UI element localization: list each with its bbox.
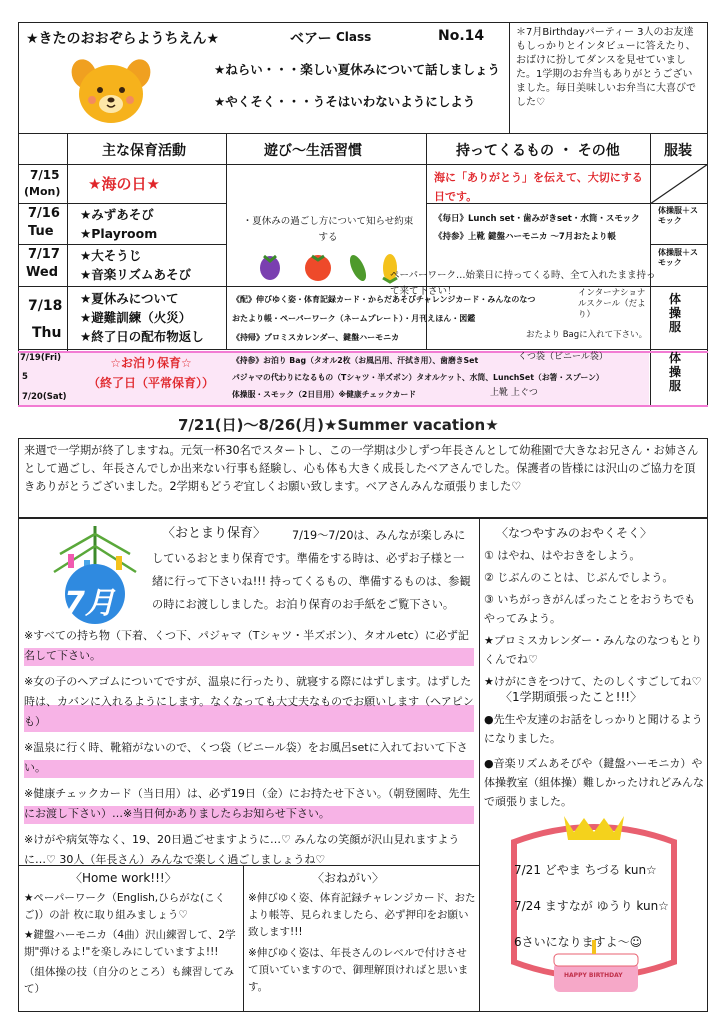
homework-item: （組体操の技（自分のところ）も練習してみて） <box>24 966 234 995</box>
onegai-list <box>248 890 476 996</box>
bear-face-icon <box>70 54 152 126</box>
homework-item: ★ペーパーワーク（English,ひらがな(こくご)）の計 枚に取り組みましょう♡ <box>24 892 226 921</box>
col-activity-header: 主な保育活動 <box>102 143 186 159</box>
row-date: 7/15 <box>30 168 60 182</box>
col-play-header: 遊び〜生活習慣 <box>264 143 362 159</box>
otomari-note-1: ※すべての持ち物（下着、くつ下、パジャマ（Tシャツ・半ズボン）、タオルetc）に必ず記名して下さい。 <box>24 626 474 666</box>
vacation-banner: 7/21(日)〜8/26(月)★Summer vacation★ <box>178 416 499 434</box>
issue-number: No.14 <box>438 28 485 44</box>
homework-item: ★鍵盤ハーモニカ（4曲）沢山練習して、2学期"弾けるよ!"を楽しみにしていますよ!!! <box>24 929 236 958</box>
col-clothes-header: 服装 <box>664 143 692 159</box>
natsu-item: ③ いちがっきがんばったことをおうちでもやってみよう。 <box>484 593 696 625</box>
clothes: 体操服＋スモック <box>658 248 698 267</box>
onegai-item: ※伸びゆく姿、体育記録チャレンジカード、おたより帳等、見られましたら、必ず押印をお願い致します!!! <box>248 892 476 938</box>
promise-text: ★やくそく・・・うそはいわないようにしよう <box>214 94 476 109</box>
header-note: ＊7月Birthdayパーティー 3人のお友達もしっかりとインタビューに答えたり、おばけに扮してダンスを見せていました。1学期のお弁当もありがとうございました。毎日美味しいお弁当に大喜びでした♡ <box>516 27 696 108</box>
natsu-list <box>484 546 704 691</box>
items-umi: 海に「ありがとう」を伝えて、大切にする日です。 <box>434 171 643 203</box>
natsu-item: ★プロミスカレンダー・みんなのなつもとりくんでね♡ <box>484 634 703 666</box>
row-day: 5 7/20(Sat) <box>22 372 67 402</box>
row-date: 7/17 <box>28 247 60 262</box>
natsu-item: ① はやね、はやおきをしよう。 <box>484 549 641 562</box>
activity-umi: ★海の日★ <box>88 175 160 193</box>
clothes: 体操服 <box>669 292 682 334</box>
row-day: (Mon) <box>24 185 61 198</box>
row-day: Wed <box>26 265 58 280</box>
paperwork-note: ペーパーワーク…始業日に持ってくる時、全て入れたまま持って来て下さい！ <box>390 270 656 297</box>
activity: ★夏休みについて ★避難訓練（火災） ★終了日の配布物返し <box>80 291 204 344</box>
row-day: Thu <box>32 325 62 341</box>
items-daily: 《毎日》Lunch set・歯みがきset・水筒・スモック 《持参》上靴 鍵盤ハーモニカ 〜7月おたより帳 <box>434 214 640 242</box>
class-name: ベアー <box>290 31 332 47</box>
onegai-title: 〈おねがい〉 <box>312 871 385 885</box>
clothes: 体操服＋スモック <box>658 206 698 225</box>
ganbatta-list <box>484 710 704 811</box>
month-badge: 7月 <box>64 586 115 621</box>
ganbatta-title: 〈1学期頑張ったこと!!!〉 <box>500 690 643 704</box>
ganbatta-item: ●音楽リズムあそびや（鍵盤ハーモニカ）や体操教室（組体操）難しかったけれどみんなで頑張りました。 <box>484 757 704 808</box>
vegetables-icon <box>240 248 410 284</box>
items-otomari: 《持参》お泊り Bag（タオル2枚（お風呂用、汗拭き用）、歯磨きSet パジャマの代わりになるもの（Tシャツ・半ズボン）タオルケット、水筒、LunchSet（お箸・スプーン） 体操服・スモック（2日目用）※健康チェックカード <box>232 356 604 399</box>
newsletter-page <box>18 22 708 1012</box>
birthday-line: 6さいになりますよ〜☺ <box>514 935 643 949</box>
clothes: 体操服 <box>669 351 682 393</box>
play-text: ・夏休みの過ごし方について知らせ約束する <box>242 216 414 243</box>
homework-title: 〈Home work!!!〉 <box>70 871 177 885</box>
message-text: 来週で一学期が終了しますね。元気一杯30名でスタートし、この一学期は少しずつ年長さんとして幼稚園で大きなお兄さん・お姉さんとして過ごし、年長さんでしか出来ない行事も経験し、心も体も大きく成長したベアさんでした。保護者の皆様には沢山のご協力を頂きありがとうございました。2学期もどうぞ宜しくお願い致します。ベアさんみんな頑張りました♡ <box>24 444 699 493</box>
ganbatta-item: ●先生や友達のお話をしっかりと聞けるようになりました。 <box>484 713 703 745</box>
class-label: Class <box>336 30 372 44</box>
natsu-item: ★けがにきをつけて、たのしくすごしてね♡ <box>484 675 702 688</box>
homework-list <box>24 890 240 998</box>
otomari-note-3: ※温泉に行く時、靴箱がないので、くつ袋（ビニール袋）をお風呂setに入れておいて下さい。 <box>24 738 474 778</box>
aim-text: ★ねらい・・・楽しい夏休みについて話しましょう <box>214 62 500 77</box>
row-date: 7/18 <box>28 298 63 314</box>
natsu-item: ② じぶんのことは、じぶんでしよう。 <box>484 571 674 584</box>
items-distribute: 《配》伸びゆく姿・体育記録カード・からだあそびチャレンジカード・みんなのなつ おたより帳・ペーパーワーク（ネームプレート）・月刊えほん・図鑑 《持帰》プロミスカレンダー、鍵盤ハーモニカ <box>232 295 536 342</box>
birthday-line: 7/24 ますなが ゆうり kun☆ <box>514 899 669 913</box>
activity: ★大そうじ ★音楽リズムあそび <box>80 248 191 282</box>
birthday-line: 7/21 どやま ちづる kun☆ <box>514 863 657 877</box>
row-day: Tue <box>28 224 54 239</box>
kutsu-note: くつ袋（ビニール袋） <box>518 352 608 362</box>
otomari-intro: 7/19〜7/20は、みんなが楽しみにしているおとまり保育です。準備をする時は、必ずお子様と一緒に行って下さいね!!! 持ってくるもの、準備するものは、参観の時にお渡ししました。お泊り保育のお手紙をご覧下さい。 <box>152 529 471 611</box>
row-date: 7/19(Fri) <box>20 353 61 363</box>
col-items-header: 持ってくるもの ・ その他 <box>456 143 620 159</box>
birthday-lines <box>514 852 694 960</box>
activity: ★みずあそび ★Playroom <box>80 207 158 241</box>
row-date: 7/16 <box>28 206 60 221</box>
uwabaki-note: 上靴 上ぐつ <box>490 388 538 398</box>
activity-otomari: ☆お泊り保育☆ （終了日（平常保育）） <box>88 356 215 390</box>
onegai-item: ※伸びゆく姿は、年長さんのレベルで付けさせて頂いていますので、御理解頂ければと思います。 <box>248 947 469 993</box>
otomari-title: 〈おとまり保育〉 <box>162 526 267 541</box>
otomari-note <box>24 626 474 870</box>
natsu-title: 〈なつやすみのおやくそく〉 <box>496 526 653 540</box>
otayori-note: おたより Bagに入れて下さい。 <box>526 330 648 340</box>
cake-text: HAPPY BIRTHDAY <box>564 972 623 979</box>
otomari-note-2: ※女の子のヘアゴムについてですが、温泉に行ったり、就寝する際にはずします。はずした時は、カバンに入れるようにします。なくなっても大丈夫なものでお願いします（ヘアピンも） <box>24 672 474 732</box>
intl-note: インターナショナルスクール（だより） <box>578 288 646 320</box>
otomari-note-5: ※けがや病気等なく、19、20日過ごせますように…♡ みんなの笑顔が沢山見れますように…♡ 30人（年長さん）みんなで楽しく過ごしましょうね♡ <box>24 833 460 866</box>
school-name: ★きたのおおぞらようちえん★ <box>26 31 220 47</box>
otomari-note-4: ※健康チェックカード（当日用）は、必ず19日（金）にお持たせ下さい。（朝登園時、先生にお渡し下さい）…※当日何かありましたらお知らせ下さい。 <box>24 784 474 824</box>
